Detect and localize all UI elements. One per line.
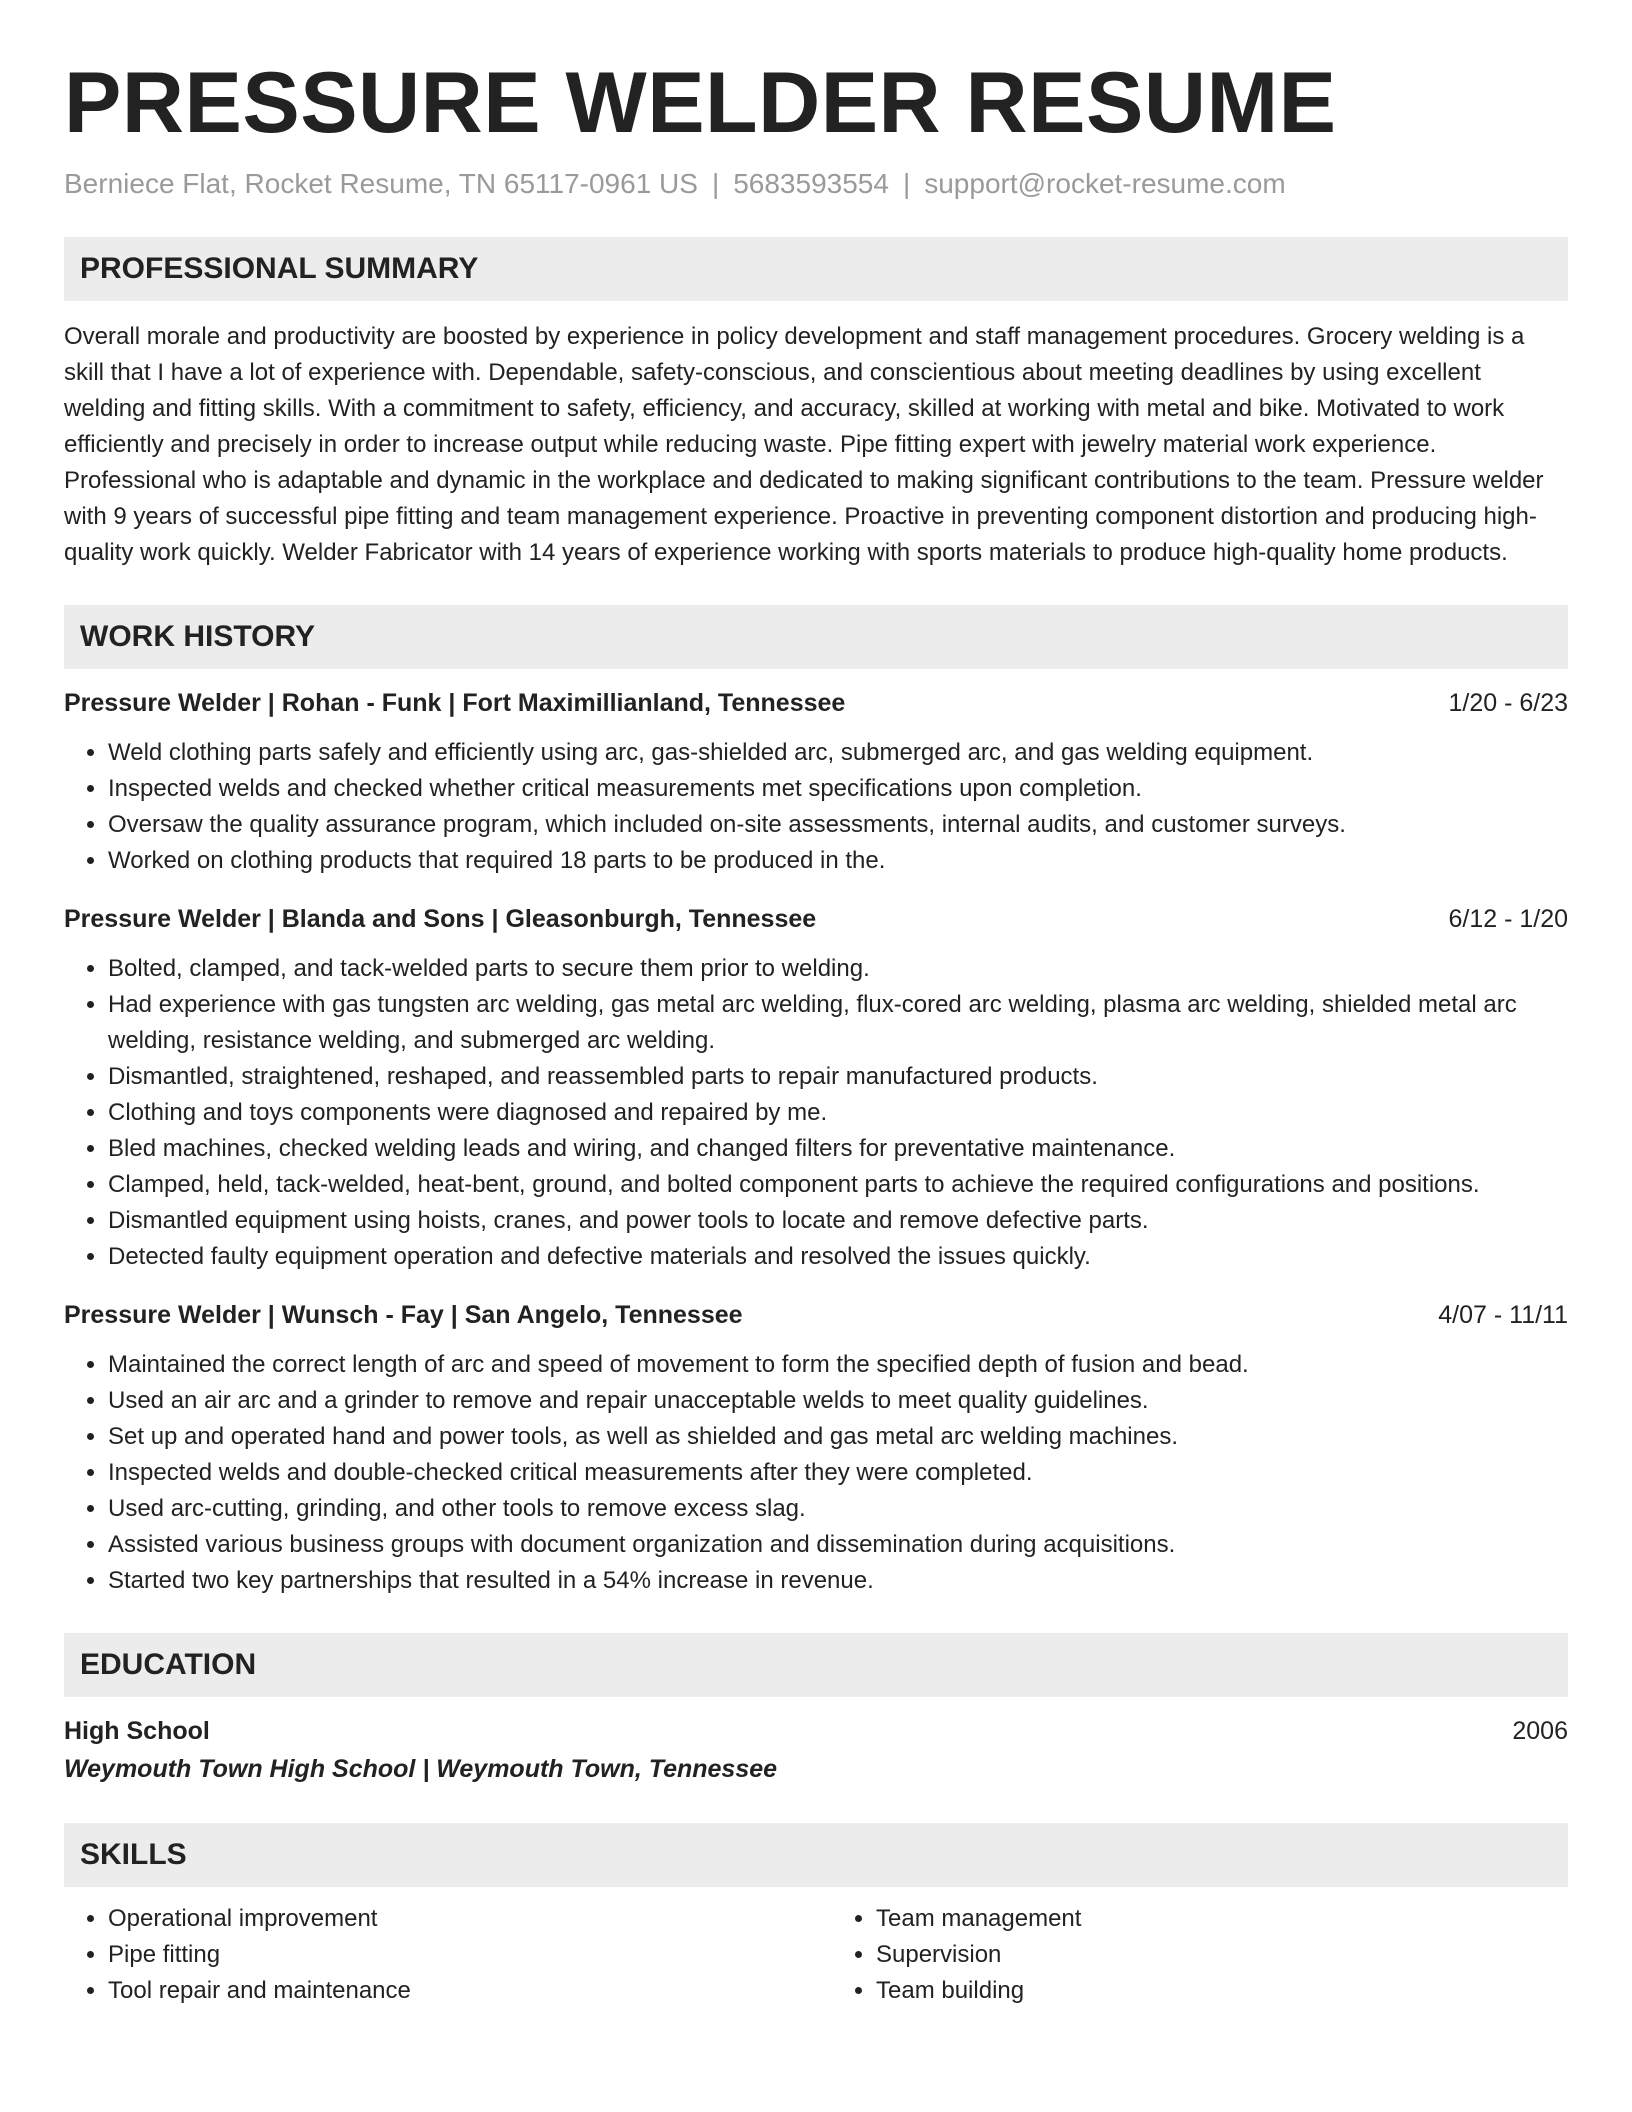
job-dates: 4/07 - 11/11 (1438, 1300, 1568, 1329)
education-degree: High School (64, 1716, 210, 1745)
job-bullet: • Used an air arc and a grinder to remove and repair unacceptable welds to meet quality guidelines. (108, 1383, 1568, 1419)
job-bullet: • Oversaw the quality assurance program, which included on-site assessments, internal audits, and customer surveys. (108, 807, 1568, 843)
skill-item: • Pipe fitting (108, 1937, 816, 1973)
job-bullet-list (64, 951, 1568, 1275)
job-bullet-list (64, 735, 1568, 879)
resume-title: PRESSURE WELDER RESUME (64, 55, 1337, 151)
job-bullet: • Clamped, held, tack-welded, heat-bent, ground, and bolted component parts to achieve the required configurations and positions. (108, 1167, 1568, 1203)
job-entry (64, 1297, 1568, 1599)
job-bullet: • Set up and operated hand and power tools, as well as shielded and gas metal arc welding machines. (108, 1419, 1568, 1455)
job-entry (64, 901, 1568, 1275)
job-bullet: • Bolted, clamped, and tack-welded parts to secure them prior to welding. (108, 951, 1568, 987)
job-bullet: • Maintained the correct length of arc and speed of movement to form the specified depth of fusion and bead. (108, 1347, 1568, 1383)
education-section-header: EDUCATION (64, 1633, 1568, 1697)
education-header (64, 1713, 1568, 1749)
contact-address: Berniece Flat, Rocket Resume, TN 65117-0961 US (64, 168, 698, 200)
contact-email: support@rocket-resume.com (924, 168, 1286, 200)
job-bullet: • Weld clothing parts safely and efficiently using arc, gas-shielded arc, submerged arc, and gas welding equipment. (108, 735, 1568, 771)
skill-item: • Tool repair and maintenance (108, 1973, 816, 2009)
job-entry (64, 685, 1568, 879)
job-bullet: • Bled machines, checked welding leads and wiring, and changed filters for preventative maintenance. (108, 1131, 1568, 1167)
contact-phone: 5683593554 (733, 168, 889, 200)
job-heading: Pressure Welder | Wunsch - Fay | San Angelo, Tennessee (64, 1300, 743, 1329)
job-bullet: • Inspected welds and checked whether critical measurements met specifications upon completion. (108, 771, 1568, 807)
job-header (64, 901, 1568, 937)
job-bullet: • Inspected welds and double-checked critical measurements after they were completed. (108, 1455, 1568, 1491)
job-bullet: • Started two key partnerships that resulted in a 54% increase in revenue. (108, 1563, 1568, 1599)
job-header (64, 1297, 1568, 1333)
job-heading: Pressure Welder | Blanda and Sons | Gleasonburgh, Tennessee (64, 904, 817, 933)
work-section-header: WORK HISTORY (64, 605, 1568, 669)
job-dates: 6/12 - 1/20 (1448, 904, 1568, 933)
skill-item: • Supervision (876, 1937, 1568, 1973)
job-bullet: • Worked on clothing products that required 18 parts to be produced in the. (108, 843, 1568, 879)
skills-grid (64, 1901, 1568, 2009)
job-dates: 1/20 - 6/23 (1448, 688, 1568, 717)
skills-column-right (816, 1901, 1568, 2009)
job-header (64, 685, 1568, 721)
contact-separator: | (711, 168, 720, 200)
education-entry (64, 1713, 1568, 1789)
education-year: 2006 (1512, 1716, 1568, 1745)
job-bullet: • Used arc-cutting, grinding, and other tools to remove excess slag. (108, 1491, 1568, 1527)
skill-item: • Operational improvement (108, 1901, 816, 1937)
education-school: Weymouth Town High School | Weymouth Town, Tennessee (64, 1754, 778, 1783)
skills-section-header: SKILLS (64, 1823, 1568, 1887)
job-heading: Pressure Welder | Rohan - Funk | Fort Maximillianland, Tennessee (64, 688, 846, 717)
job-bullet: • Dismantled equipment using hoists, cranes, and power tools to locate and remove defective parts. (108, 1203, 1568, 1239)
summary-section-header: PROFESSIONAL SUMMARY (64, 237, 1568, 301)
job-bullet: • Detected faulty equipment operation and defective materials and resolved the issues quickly. (108, 1239, 1568, 1275)
contact-separator: | (902, 168, 911, 200)
job-bullet: • Dismantled, straightened, reshaped, and reassembled parts to repair manufactured products. (108, 1059, 1568, 1095)
contact-line (64, 166, 1568, 202)
skills-column-left (64, 1901, 816, 2009)
skill-item: • Team building (876, 1973, 1568, 2009)
job-bullet: • Clothing and toys components were diagnosed and repaired by me. (108, 1095, 1568, 1131)
job-bullet: • Had experience with gas tungsten arc welding, gas metal arc welding, flux-cored arc welding, plasma arc welding, shielded metal arc welding, resistance welding, and submerged arc welding. (108, 987, 1568, 1059)
summary-text: Overall morale and productivity are boosted by experience in policy development and staff management procedures. Grocery welding is a skill that I have a lot of experience with. Dependable, safety-conscious, and conscientious about meeting deadlines by using excellent welding and fitting skills. With a commitment to safety, efficiency, and accuracy, skilled at working with metal and bike. Motivated to work efficiently and precisely in order to increase output while reducing waste. Pipe fitting expert with jewelry material work experience. Professional who is adaptable and dynamic in the workplace and dedicated to making significant contributions to the team. Pressure welder with 9 years of successful pipe fitting and team management experience. Proactive in preventing component distortion and producing high-quality work quickly. Welder Fabricator with 14 years of experience working with sports materials to produce high-quality home products. (64, 322, 1544, 566)
job-bullet: • Assisted various business groups with document organization and dissemination during acquisitions. (108, 1527, 1568, 1563)
job-bullet-list (64, 1347, 1568, 1599)
skill-item: • Team management (876, 1901, 1568, 1937)
